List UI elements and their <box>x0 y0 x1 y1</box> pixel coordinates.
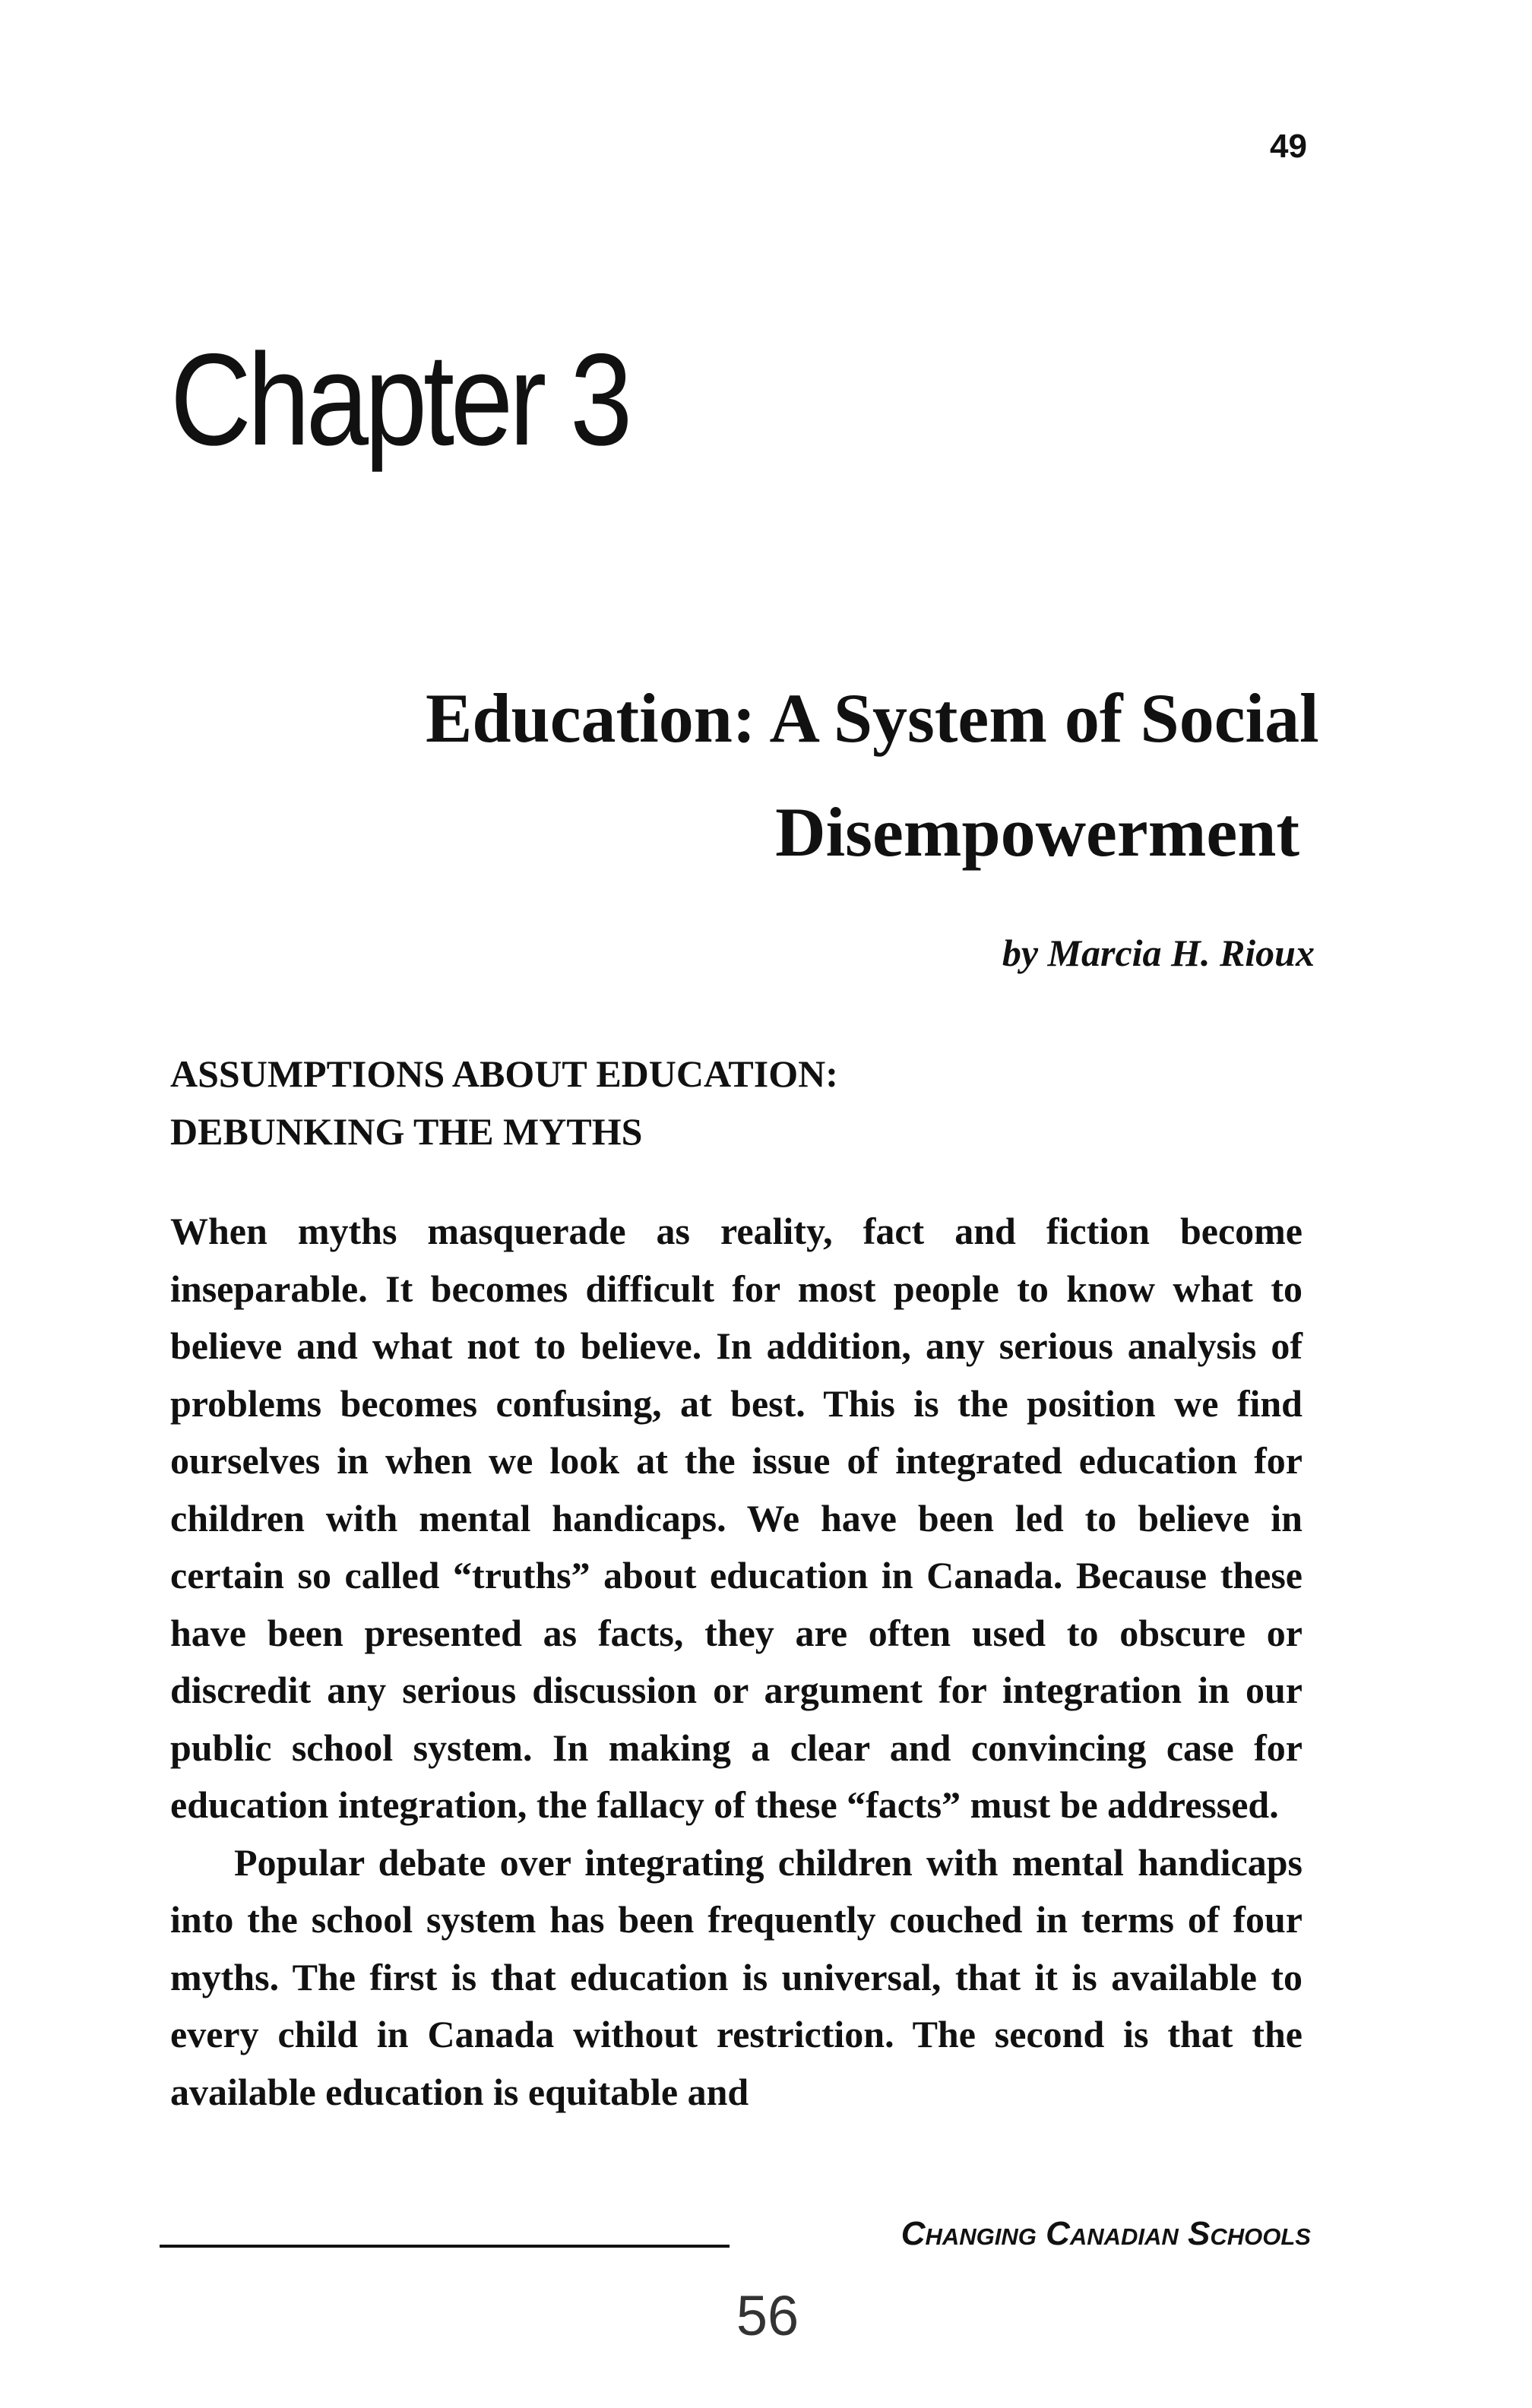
stamp-page-number: 56 <box>736 2284 799 2347</box>
chapter-title-line-1: Education: A System of Social <box>426 679 1319 757</box>
paragraph: When myths masquerade as reality, fact and fiction become inseparable. It becomes difficult for most people to know what to believe and what not to believe. In addition, any serious analysis of problems becomes confusing, at best. This is the position we find ourselves in when we look at the issue of integrated education for children with mental handicaps. We have been led to believe in certain so called “truths” about education in Canada. Because these have been presented as facts, they are often used to obscure or discredit any serious discussion or argument for integration in our public school system. In making a clear and convincing case for education integration, the fallacy of these “facts” must be addressed. <box>170 1210 1303 1826</box>
author-byline: by Marcia H. Rioux <box>1002 932 1315 974</box>
footer-rule <box>160 2245 730 2248</box>
section-heading-line-1: ASSUMPTIONS ABOUT EDUCATION: <box>170 1052 838 1095</box>
page-number: 49 <box>1270 128 1307 165</box>
paragraph: Popular debate over integrating children with mental handicaps into the school system has been frequently couched in terms of four myths. The first is that education is universal, that it is available to every child in Canada without restriction. The second is that the available education is equitable and <box>170 1840 1303 2113</box>
section-heading-line-2: DEBUNKING THE MYTHS <box>170 1110 643 1153</box>
body-text <box>170 1203 1303 2121</box>
running-footer: Changing Canadian Schools <box>901 2215 1311 2252</box>
chapter-title <box>426 661 1319 889</box>
chapter-label: Chapter 3 <box>170 327 629 473</box>
chapter-title-line-2: Disempowerment <box>775 793 1299 871</box>
section-heading <box>170 1045 1310 1160</box>
